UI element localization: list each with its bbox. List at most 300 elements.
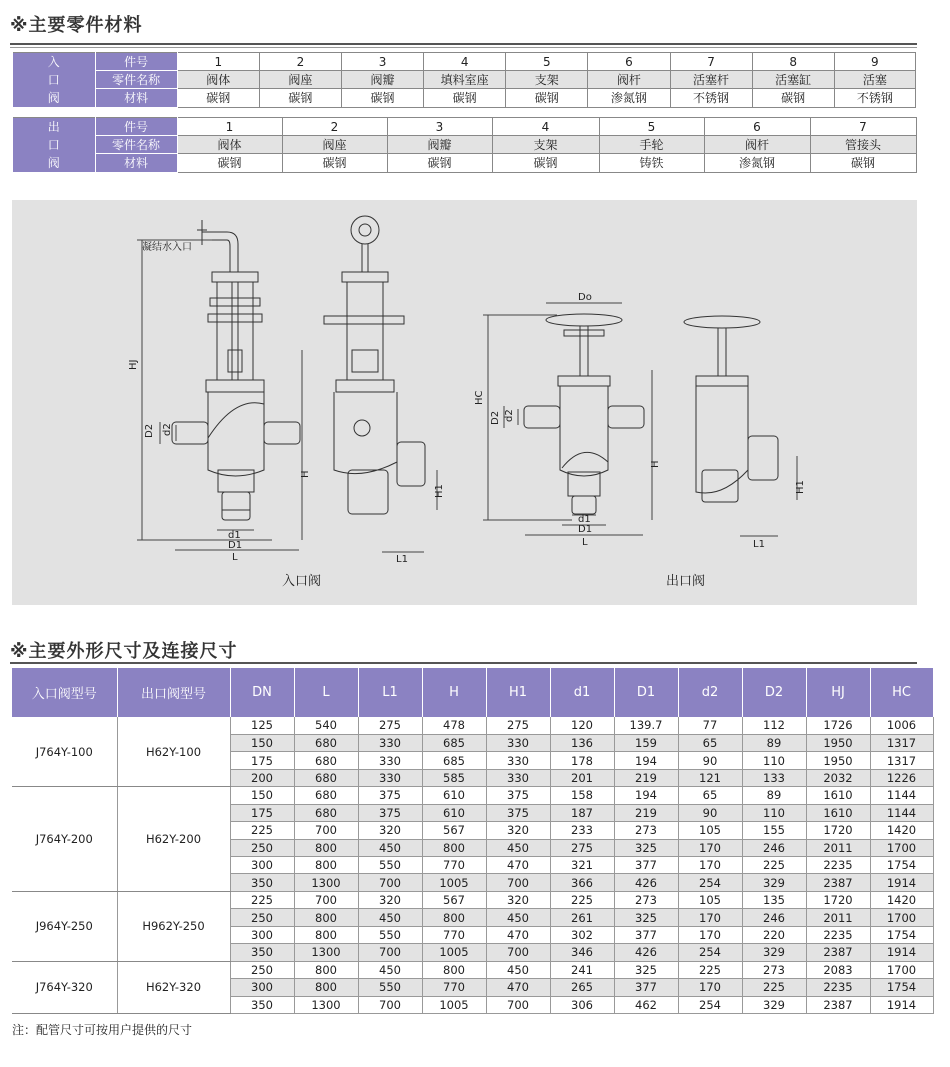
table-cell: 150 (230, 734, 294, 751)
table-cell: 250 (230, 909, 294, 926)
part-number: 7 (810, 118, 916, 136)
table-cell: 550 (358, 926, 422, 943)
outlet-group-label: 出 口 阀 (13, 118, 95, 173)
valve-drawings (12, 200, 917, 605)
column-header: H (422, 668, 486, 717)
outlet-model-cell: H62Y-320 (117, 961, 230, 1013)
dim-label: HC (474, 390, 485, 405)
table-cell: 225 (678, 961, 742, 978)
table-cell: 680 (294, 804, 358, 821)
table-cell: 225 (230, 891, 294, 908)
inlet-valve-caption: 入口阀 (282, 574, 322, 589)
outlet-valve-caption: 出口阀 (666, 574, 706, 589)
table-row (12, 717, 933, 734)
dim-label: HJ (128, 359, 139, 370)
table-cell: 225 (230, 822, 294, 839)
section-title-materials: ※主要零件材料 (10, 15, 143, 36)
row-label: 材料 (95, 154, 177, 172)
valve-diagram-panel (12, 200, 917, 605)
table-cell: 700 (358, 996, 422, 1013)
table-row (12, 891, 933, 908)
part-name: 阀杆 (588, 71, 670, 89)
table-cell: 800 (422, 909, 486, 926)
table-cell: 1700 (870, 839, 933, 856)
table-cell: 1700 (870, 909, 933, 926)
dim-label: H1 (795, 480, 806, 494)
table-cell: 2387 (806, 874, 870, 891)
table-cell: 800 (294, 857, 358, 874)
part-material: 碳钢 (492, 154, 599, 172)
table-cell: 2235 (806, 979, 870, 996)
table-cell: 1005 (422, 944, 486, 961)
part-name: 阀杆 (704, 136, 810, 154)
table-row (12, 961, 933, 978)
part-material: 碳钢 (177, 89, 259, 107)
table-cell: 1300 (294, 944, 358, 961)
table-cell: 159 (614, 734, 678, 751)
column-header: H1 (486, 668, 550, 717)
part-material: 碳钢 (810, 154, 916, 172)
table-cell: 246 (742, 909, 806, 926)
condensate-inlet-label: 凝结水入口 (142, 242, 192, 253)
part-name: 管接头 (810, 136, 916, 154)
part-material: 碳钢 (177, 154, 282, 172)
table-cell: 1005 (422, 874, 486, 891)
table-cell: 158 (550, 787, 614, 804)
table-cell: 377 (614, 857, 678, 874)
table-cell: 233 (550, 822, 614, 839)
part-material: 碳钢 (259, 89, 341, 107)
table-cell: 65 (678, 787, 742, 804)
table-cell: 550 (358, 979, 422, 996)
table-cell: 220 (742, 926, 806, 943)
row-part-number (13, 53, 916, 71)
part-number: 1 (177, 118, 282, 136)
dim-label: D1 (228, 540, 243, 551)
part-name: 阀座 (282, 136, 387, 154)
table-cell: 1610 (806, 804, 870, 821)
table-cell: 325 (614, 909, 678, 926)
table-cell: 550 (358, 857, 422, 874)
table-cell: 139.7 (614, 717, 678, 734)
table-cell: 1914 (870, 996, 933, 1013)
table-cell: 275 (486, 717, 550, 734)
table-cell: 250 (230, 961, 294, 978)
table-cell: 1914 (870, 874, 933, 891)
table-cell: 300 (230, 979, 294, 996)
table-cell: 275 (358, 717, 422, 734)
inlet-valve-side-drawing (324, 216, 425, 514)
column-header: L1 (358, 668, 422, 717)
table-cell: 450 (358, 909, 422, 926)
table-cell: 470 (486, 979, 550, 996)
table-cell: 121 (678, 769, 742, 786)
dimensions-table (12, 668, 934, 1014)
row-material (13, 89, 916, 107)
table-cell: 1726 (806, 717, 870, 734)
table-cell: 1754 (870, 857, 933, 874)
table-cell: 450 (486, 839, 550, 856)
table-cell: 700 (294, 822, 358, 839)
section-title-dimensions: ※主要外形尺寸及连接尺寸 (10, 641, 238, 662)
inlet-model-cell: J964Y-250 (12, 891, 117, 961)
table-cell: 306 (550, 996, 614, 1013)
table-cell: 350 (230, 874, 294, 891)
section-rule-thin (10, 47, 917, 48)
table-cell: 1720 (806, 822, 870, 839)
column-header: D1 (614, 668, 678, 717)
table-cell: 330 (358, 734, 422, 751)
inlet-model-cell: J764Y-200 (12, 787, 117, 892)
outlet-model-cell: H962Y-250 (117, 891, 230, 961)
part-name: 手轮 (599, 136, 704, 154)
table-cell: 700 (358, 944, 422, 961)
column-header: d1 (550, 668, 614, 717)
table-cell: 2387 (806, 944, 870, 961)
table-cell: 800 (294, 909, 358, 926)
table-cell: 800 (294, 979, 358, 996)
table-cell: 329 (742, 874, 806, 891)
table-cell: 136 (550, 734, 614, 751)
part-number: 1 (177, 53, 259, 71)
dim-label: H1 (434, 484, 445, 498)
table-cell: 800 (294, 839, 358, 856)
part-number: 5 (599, 118, 704, 136)
table-cell: 325 (614, 839, 678, 856)
part-name: 阀座 (259, 71, 341, 89)
row-label: 材料 (95, 89, 177, 107)
part-material: 碳钢 (387, 154, 492, 172)
table-cell: 265 (550, 979, 614, 996)
inlet-parts-table (13, 52, 916, 108)
table-cell: 1317 (870, 752, 933, 769)
table-cell: 1610 (806, 787, 870, 804)
table-cell: 470 (486, 857, 550, 874)
dim-label: d2 (504, 409, 515, 422)
table-cell: 1005 (422, 996, 486, 1013)
dim-label: L (232, 552, 238, 563)
table-cell: 170 (678, 839, 742, 856)
table-cell: 330 (358, 752, 422, 769)
part-material: 铸铁 (599, 154, 704, 172)
table-cell: 254 (678, 944, 742, 961)
table-cell: 187 (550, 804, 614, 821)
inlet-group-label: 入 口 阀 (13, 53, 95, 108)
dim-label: D2 (144, 423, 155, 438)
table-cell: 2032 (806, 769, 870, 786)
table-cell: 105 (678, 822, 742, 839)
table-cell: 450 (486, 909, 550, 926)
part-material: 碳钢 (424, 89, 506, 107)
row-part-name (13, 71, 916, 89)
table-cell: 375 (358, 787, 422, 804)
table-cell: 320 (358, 822, 422, 839)
table-cell: 89 (742, 787, 806, 804)
table-cell: 685 (422, 734, 486, 751)
column-header: D2 (742, 668, 806, 717)
table-cell: 700 (486, 874, 550, 891)
table-cell: 2083 (806, 961, 870, 978)
part-material: 碳钢 (752, 89, 834, 107)
part-material: 渗氮钢 (704, 154, 810, 172)
dim-label: Do (578, 292, 592, 303)
part-name: 活塞杆 (670, 71, 752, 89)
table-cell: 320 (358, 891, 422, 908)
part-name: 支架 (492, 136, 599, 154)
table-cell: 685 (422, 752, 486, 769)
part-material: 碳钢 (342, 89, 424, 107)
table-cell: 273 (742, 961, 806, 978)
table-cell: 105 (678, 891, 742, 908)
part-number: 3 (342, 53, 424, 71)
part-name: 支架 (506, 71, 588, 89)
dim-label: d1 (578, 514, 591, 525)
table-cell: 1226 (870, 769, 933, 786)
table-cell: 700 (486, 944, 550, 961)
table-cell: 1317 (870, 734, 933, 751)
table-cell: 478 (422, 717, 486, 734)
table-cell: 800 (294, 961, 358, 978)
table-cell: 194 (614, 752, 678, 769)
part-material: 碳钢 (282, 154, 387, 172)
table-cell: 1144 (870, 787, 933, 804)
table-cell: 1420 (870, 822, 933, 839)
table-cell: 133 (742, 769, 806, 786)
column-header: 出口阀型号 (117, 668, 230, 717)
table-cell: 120 (550, 717, 614, 734)
footnote: 注：配管尺寸可按用户提供的尺寸 (12, 1023, 193, 1037)
outlet-valve-front-drawing (524, 314, 644, 514)
table-cell: 770 (422, 857, 486, 874)
table-cell: 1700 (870, 961, 933, 978)
part-number: 7 (670, 53, 752, 71)
table-cell: 201 (550, 769, 614, 786)
table-cell: 2011 (806, 909, 870, 926)
section-rule (10, 43, 917, 45)
dim-label: d1 (228, 530, 241, 541)
table-cell: 110 (742, 804, 806, 821)
table-cell: 250 (230, 839, 294, 856)
table-cell: 1720 (806, 891, 870, 908)
part-name: 活塞缸 (752, 71, 834, 89)
table-cell: 700 (358, 874, 422, 891)
table-cell: 170 (678, 979, 742, 996)
table-cell: 426 (614, 944, 678, 961)
table-cell: 330 (486, 769, 550, 786)
table-cell: 329 (742, 996, 806, 1013)
table-cell: 800 (294, 926, 358, 943)
table-cell: 1006 (870, 717, 933, 734)
table-cell: 426 (614, 874, 678, 891)
table-cell: 1914 (870, 944, 933, 961)
part-number: 9 (834, 53, 915, 71)
dim-label: L1 (396, 554, 408, 565)
table-cell: 225 (550, 891, 614, 908)
table-cell: 302 (550, 926, 614, 943)
table-cell: 350 (230, 996, 294, 1013)
outlet-model-cell: H62Y-100 (117, 717, 230, 787)
table-cell: 170 (678, 909, 742, 926)
table-cell: 150 (230, 787, 294, 804)
part-material: 碳钢 (506, 89, 588, 107)
part-name: 阀瓣 (387, 136, 492, 154)
table-cell: 680 (294, 752, 358, 769)
part-name: 填料室座 (424, 71, 506, 89)
table-cell: 225 (742, 857, 806, 874)
table-cell: 330 (486, 752, 550, 769)
table-cell: 540 (294, 717, 358, 734)
table-cell: 770 (422, 979, 486, 996)
table-cell: 1300 (294, 996, 358, 1013)
part-material: 不锈钢 (834, 89, 915, 107)
table-cell: 2011 (806, 839, 870, 856)
table-cell: 770 (422, 926, 486, 943)
table-cell: 65 (678, 734, 742, 751)
table-cell: 800 (422, 839, 486, 856)
table-cell: 346 (550, 944, 614, 961)
table-cell: 567 (422, 822, 486, 839)
table-cell: 330 (486, 734, 550, 751)
table-cell: 330 (358, 769, 422, 786)
table-cell: 470 (486, 926, 550, 943)
table-cell: 585 (422, 769, 486, 786)
table-cell: 178 (550, 752, 614, 769)
column-header: HJ (806, 668, 870, 717)
table-cell: 300 (230, 926, 294, 943)
table-cell: 1950 (806, 734, 870, 751)
table-cell: 170 (678, 857, 742, 874)
table-cell: 219 (614, 769, 678, 786)
table-cell: 254 (678, 996, 742, 1013)
table-cell: 261 (550, 909, 614, 926)
part-number: 4 (424, 53, 506, 71)
part-material: 不锈钢 (670, 89, 752, 107)
column-header: L (294, 668, 358, 717)
table-cell: 241 (550, 961, 614, 978)
table-cell: 273 (614, 891, 678, 908)
part-number: 5 (506, 53, 588, 71)
table-cell: 2235 (806, 857, 870, 874)
part-number: 2 (282, 118, 387, 136)
dim-label: L (582, 537, 588, 548)
table-cell: 1754 (870, 926, 933, 943)
column-header: 入口阀型号 (12, 668, 117, 717)
table-cell: 375 (486, 804, 550, 821)
dim-label: D2 (490, 410, 501, 425)
part-name: 阀体 (177, 136, 282, 154)
table-cell: 194 (614, 787, 678, 804)
outlet-valve-side-drawing (684, 316, 778, 502)
table-cell: 1950 (806, 752, 870, 769)
table-cell: 450 (358, 839, 422, 856)
dim-label: d2 (162, 423, 173, 436)
part-material: 渗氮钢 (588, 89, 670, 107)
table-cell: 110 (742, 752, 806, 769)
table-cell: 1754 (870, 979, 933, 996)
table-cell: 462 (614, 996, 678, 1013)
table-cell: 219 (614, 804, 678, 821)
table-cell: 175 (230, 752, 294, 769)
table-cell: 329 (742, 944, 806, 961)
table-cell: 135 (742, 891, 806, 908)
table-cell: 377 (614, 926, 678, 943)
part-name: 活塞 (834, 71, 915, 89)
row-label: 件号 (95, 118, 177, 136)
table-cell: 155 (742, 822, 806, 839)
table-cell: 680 (294, 769, 358, 786)
row-label: 零件名称 (95, 136, 177, 154)
table-cell: 321 (550, 857, 614, 874)
table-cell: 125 (230, 717, 294, 734)
dim-label: D1 (578, 524, 593, 535)
row-label: 零件名称 (95, 71, 177, 89)
table-cell: 254 (678, 874, 742, 891)
inlet-valve-front-drawing (172, 220, 300, 520)
table-cell: 275 (550, 839, 614, 856)
table-cell: 800 (422, 961, 486, 978)
table-row (12, 787, 933, 804)
table-cell: 225 (742, 979, 806, 996)
table-cell: 700 (486, 996, 550, 1013)
table-cell: 680 (294, 787, 358, 804)
table-cell: 610 (422, 787, 486, 804)
outlet-model-cell: H62Y-200 (117, 787, 230, 892)
column-header: DN (230, 668, 294, 717)
part-name: 阀体 (177, 71, 259, 89)
table-cell: 273 (614, 822, 678, 839)
row-label: 件号 (95, 53, 177, 71)
table-cell: 325 (614, 961, 678, 978)
table-cell: 320 (486, 891, 550, 908)
part-number: 6 (588, 53, 670, 71)
part-number: 2 (259, 53, 341, 71)
table-cell: 2387 (806, 996, 870, 1013)
column-header: HC (870, 668, 933, 717)
table-cell: 375 (486, 787, 550, 804)
table-cell: 200 (230, 769, 294, 786)
part-number: 6 (704, 118, 810, 136)
table-cell: 375 (358, 804, 422, 821)
part-name: 阀瓣 (342, 71, 424, 89)
table-cell: 350 (230, 944, 294, 961)
table-cell: 77 (678, 717, 742, 734)
table-cell: 377 (614, 979, 678, 996)
table-cell: 1420 (870, 891, 933, 908)
dim-label: H (300, 470, 311, 478)
table-cell: 680 (294, 734, 358, 751)
table-cell: 90 (678, 752, 742, 769)
part-number: 3 (387, 118, 492, 136)
table-cell: 2235 (806, 926, 870, 943)
table-cell: 1144 (870, 804, 933, 821)
dim-label: H (650, 460, 661, 468)
table-cell: 1300 (294, 874, 358, 891)
inlet-model-cell: J764Y-100 (12, 717, 117, 787)
table-cell: 90 (678, 804, 742, 821)
column-header: d2 (678, 668, 742, 717)
table-cell: 89 (742, 734, 806, 751)
dim-label: L1 (753, 539, 765, 550)
table-cell: 320 (486, 822, 550, 839)
section-rule (10, 662, 917, 664)
table-cell: 700 (294, 891, 358, 908)
table-cell: 450 (358, 961, 422, 978)
table-cell: 175 (230, 804, 294, 821)
part-number: 4 (492, 118, 599, 136)
table-cell: 610 (422, 804, 486, 821)
table-cell: 170 (678, 926, 742, 943)
table-cell: 246 (742, 839, 806, 856)
